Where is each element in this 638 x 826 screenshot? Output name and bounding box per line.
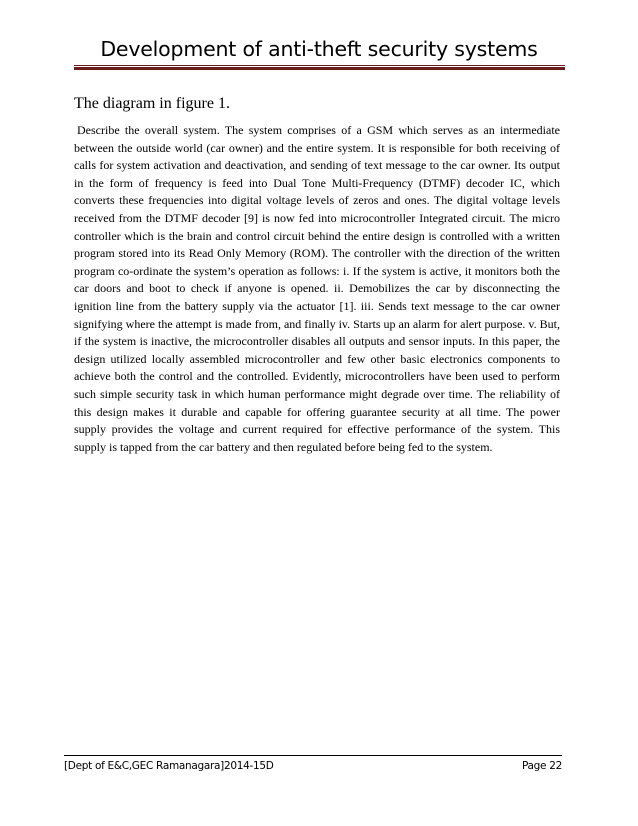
body-paragraph: Describe the overall system. The system comprises of a GSM which serves as an intermediate between the outside world (car owner) and the entire system. It is responsible for both receiving of calls for system activation and deactivation, and sending of text message to the car owner. Its output in the form of frequency is feed into Dual Tone Multi-Frequency (DTMF) decoder IC, which converts these frequencies into digital voltage levels of zeros and ones. The digital voltage levels received from the DTMF decoder [9] is now fed into microcontroller Integrated circuit. The micro controller which is the brain and control circuit behind the entire design is controlled with a written program stored into its Read Only Memory (ROM). The controller with the direction of the written program co-ordinate the system’s operation as follows: i. If the system is active, it monitors both the car doors and boot to check if anyone is opened. ii. Demobilizes the car by disconnecting the ignition line from the battery supply via the actuator [1]. iii. Sends text message to the car owner signifying where the attempt is made from, and finally iv. Starts up an alarm for alert purpose. v. But, if the system is inactive, the microcontroller disables all outputs and sensor inputs. In this paper, the design utilized locally assembled microcontroller and few other basic electronics components to achieve both the control and the controlled. Evidently, microcontrollers have been used to perform such simple security task in which human performance might degrade over time. The reliability of this design makes it durable and capable for offering guarantee security at all time. The power supply provides the voltage and current required for effective performance of the system. This supply is tapped from the car battery and then regulated before being fed to the system.	[74, 123, 560, 454]
header-rule-thick	[74, 67, 565, 70]
footer-rule	[64, 755, 562, 756]
section-heading: The diagram in figure 1.	[74, 95, 230, 112]
footer-page-number: Page 22	[521, 760, 562, 772]
footer-department: [Dept of E&C,GEC Ramanagara]2014-15D	[64, 760, 274, 772]
header-rule-thin	[74, 65, 565, 66]
page-header-title: Development of anti-theft security systems	[100, 37, 538, 61]
